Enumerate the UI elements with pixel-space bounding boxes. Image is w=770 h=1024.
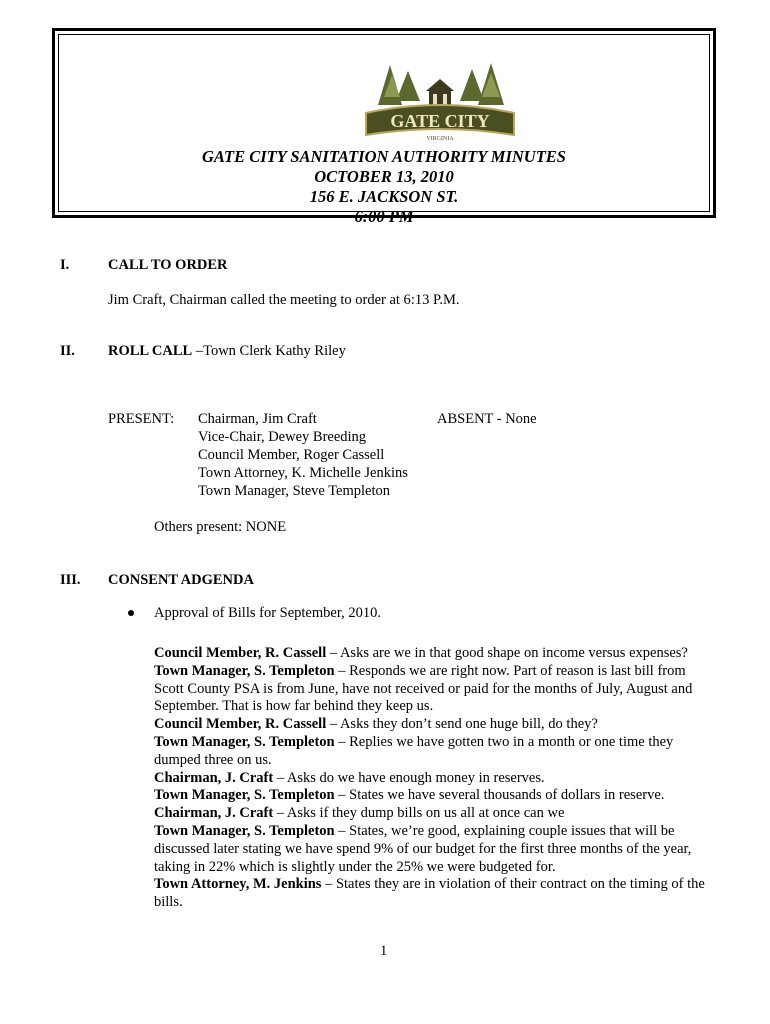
present-member: Chairman, Jim Craft [198, 411, 317, 427]
discussion-entry [154, 770, 714, 788]
statement: – Asks if they dump bills on us all at once can we [273, 805, 565, 822]
title-line: 6:00 PM [354, 207, 414, 226]
statement: – Replies we have gotten two in a month or one time they dumped three on us. [154, 733, 674, 768]
discussion-entry [154, 876, 714, 912]
bullet-icon [128, 610, 134, 616]
speaker: Town Manager, S. Templeton [154, 662, 335, 679]
present-label: PRESENT: [108, 411, 175, 427]
absent-text: ABSENT - None [437, 411, 537, 427]
speaker: Town Manager, S. Templeton [154, 733, 335, 750]
logo-subtext: VIRGINIA [426, 136, 454, 142]
present-member: Town Attorney, K. Michelle Jenkins [198, 465, 408, 481]
discussion-entry [154, 823, 714, 876]
bullet-item: Approval of Bills for September, 2010. [154, 605, 381, 621]
speaker: Town Manager, S. Templeton [154, 787, 335, 804]
statement: – Asks do we have enough money in reserves. [273, 769, 545, 786]
present-member: Council Member, Roger Cassell [198, 447, 385, 463]
section-heading-suffix: –Town Clerk Kathy Riley [192, 343, 346, 359]
section-numeral: I. [60, 257, 70, 273]
section-numeral: III. [60, 572, 81, 588]
statement: – Asks are we in that good shape on income versus expenses? [326, 645, 688, 661]
section-numeral: II. [60, 343, 75, 359]
section-heading: ROLL CALL [108, 343, 193, 359]
page-number: 1 [380, 943, 388, 959]
statement: – States they are in violation of their contract on the timing of the bills. [154, 876, 705, 911]
discussion [154, 645, 714, 912]
title-line: OCTOBER 13, 2010 [314, 167, 454, 186]
statement: – States we have several thousands of dollars in reserve. [334, 787, 665, 804]
discussion-entry [154, 734, 714, 770]
title-line: 156 E. JACKSON ST. [309, 187, 459, 206]
discussion-entry [154, 716, 714, 734]
document-title [55, 147, 713, 227]
section-heading-line [108, 342, 346, 360]
statement: – Asks they don’t send one huge bill, do they? [326, 716, 598, 733]
logo-text: GATE CITY [390, 111, 490, 131]
speaker: Town Manager, S. Templeton [154, 822, 335, 839]
gate-city-logo [360, 61, 520, 143]
present-list [198, 410, 408, 500]
section-body: Jim Craft, Chairman called the meeting to order at 6:13 P.M. [108, 292, 460, 308]
present-member: Town Manager, Steve Templeton [198, 483, 391, 499]
discussion-entry [154, 645, 714, 663]
discussion-entry [154, 663, 714, 716]
statement: – Responds we are right now. Part of reason is last bill from Scott County PSA is from June, have not received or paid for the months of July, August and September. That is how far behind they keep us. [154, 662, 693, 715]
discussion-entry [154, 787, 714, 805]
present-member: Vice-Chair, Dewey Breeding [198, 429, 367, 445]
speaker: Council Member, R. Cassell [154, 645, 327, 661]
speaker: Chairman, J. Craft [154, 805, 274, 822]
speaker: Council Member, R. Cassell [154, 716, 327, 733]
statement: – States, we’re good, explaining couple issues that will be discussed later stating we have spend 9% of our budget for the first three months of the year, taking in 22% which is slightly under the 25% we were budgeted for. [154, 822, 692, 875]
speaker: Chairman, J. Craft [154, 769, 274, 786]
header-box [52, 28, 716, 226]
speaker: Town Attorney, M. Jenkins [154, 876, 322, 893]
section-heading: CALL TO ORDER [108, 257, 228, 273]
discussion-entry [154, 805, 714, 823]
section-heading: CONSENT ADGENDA [108, 572, 254, 588]
title-line: GATE CITY SANITATION AUTHORITY MINUTES [202, 147, 566, 166]
others-present: Others present: NONE [154, 519, 287, 535]
